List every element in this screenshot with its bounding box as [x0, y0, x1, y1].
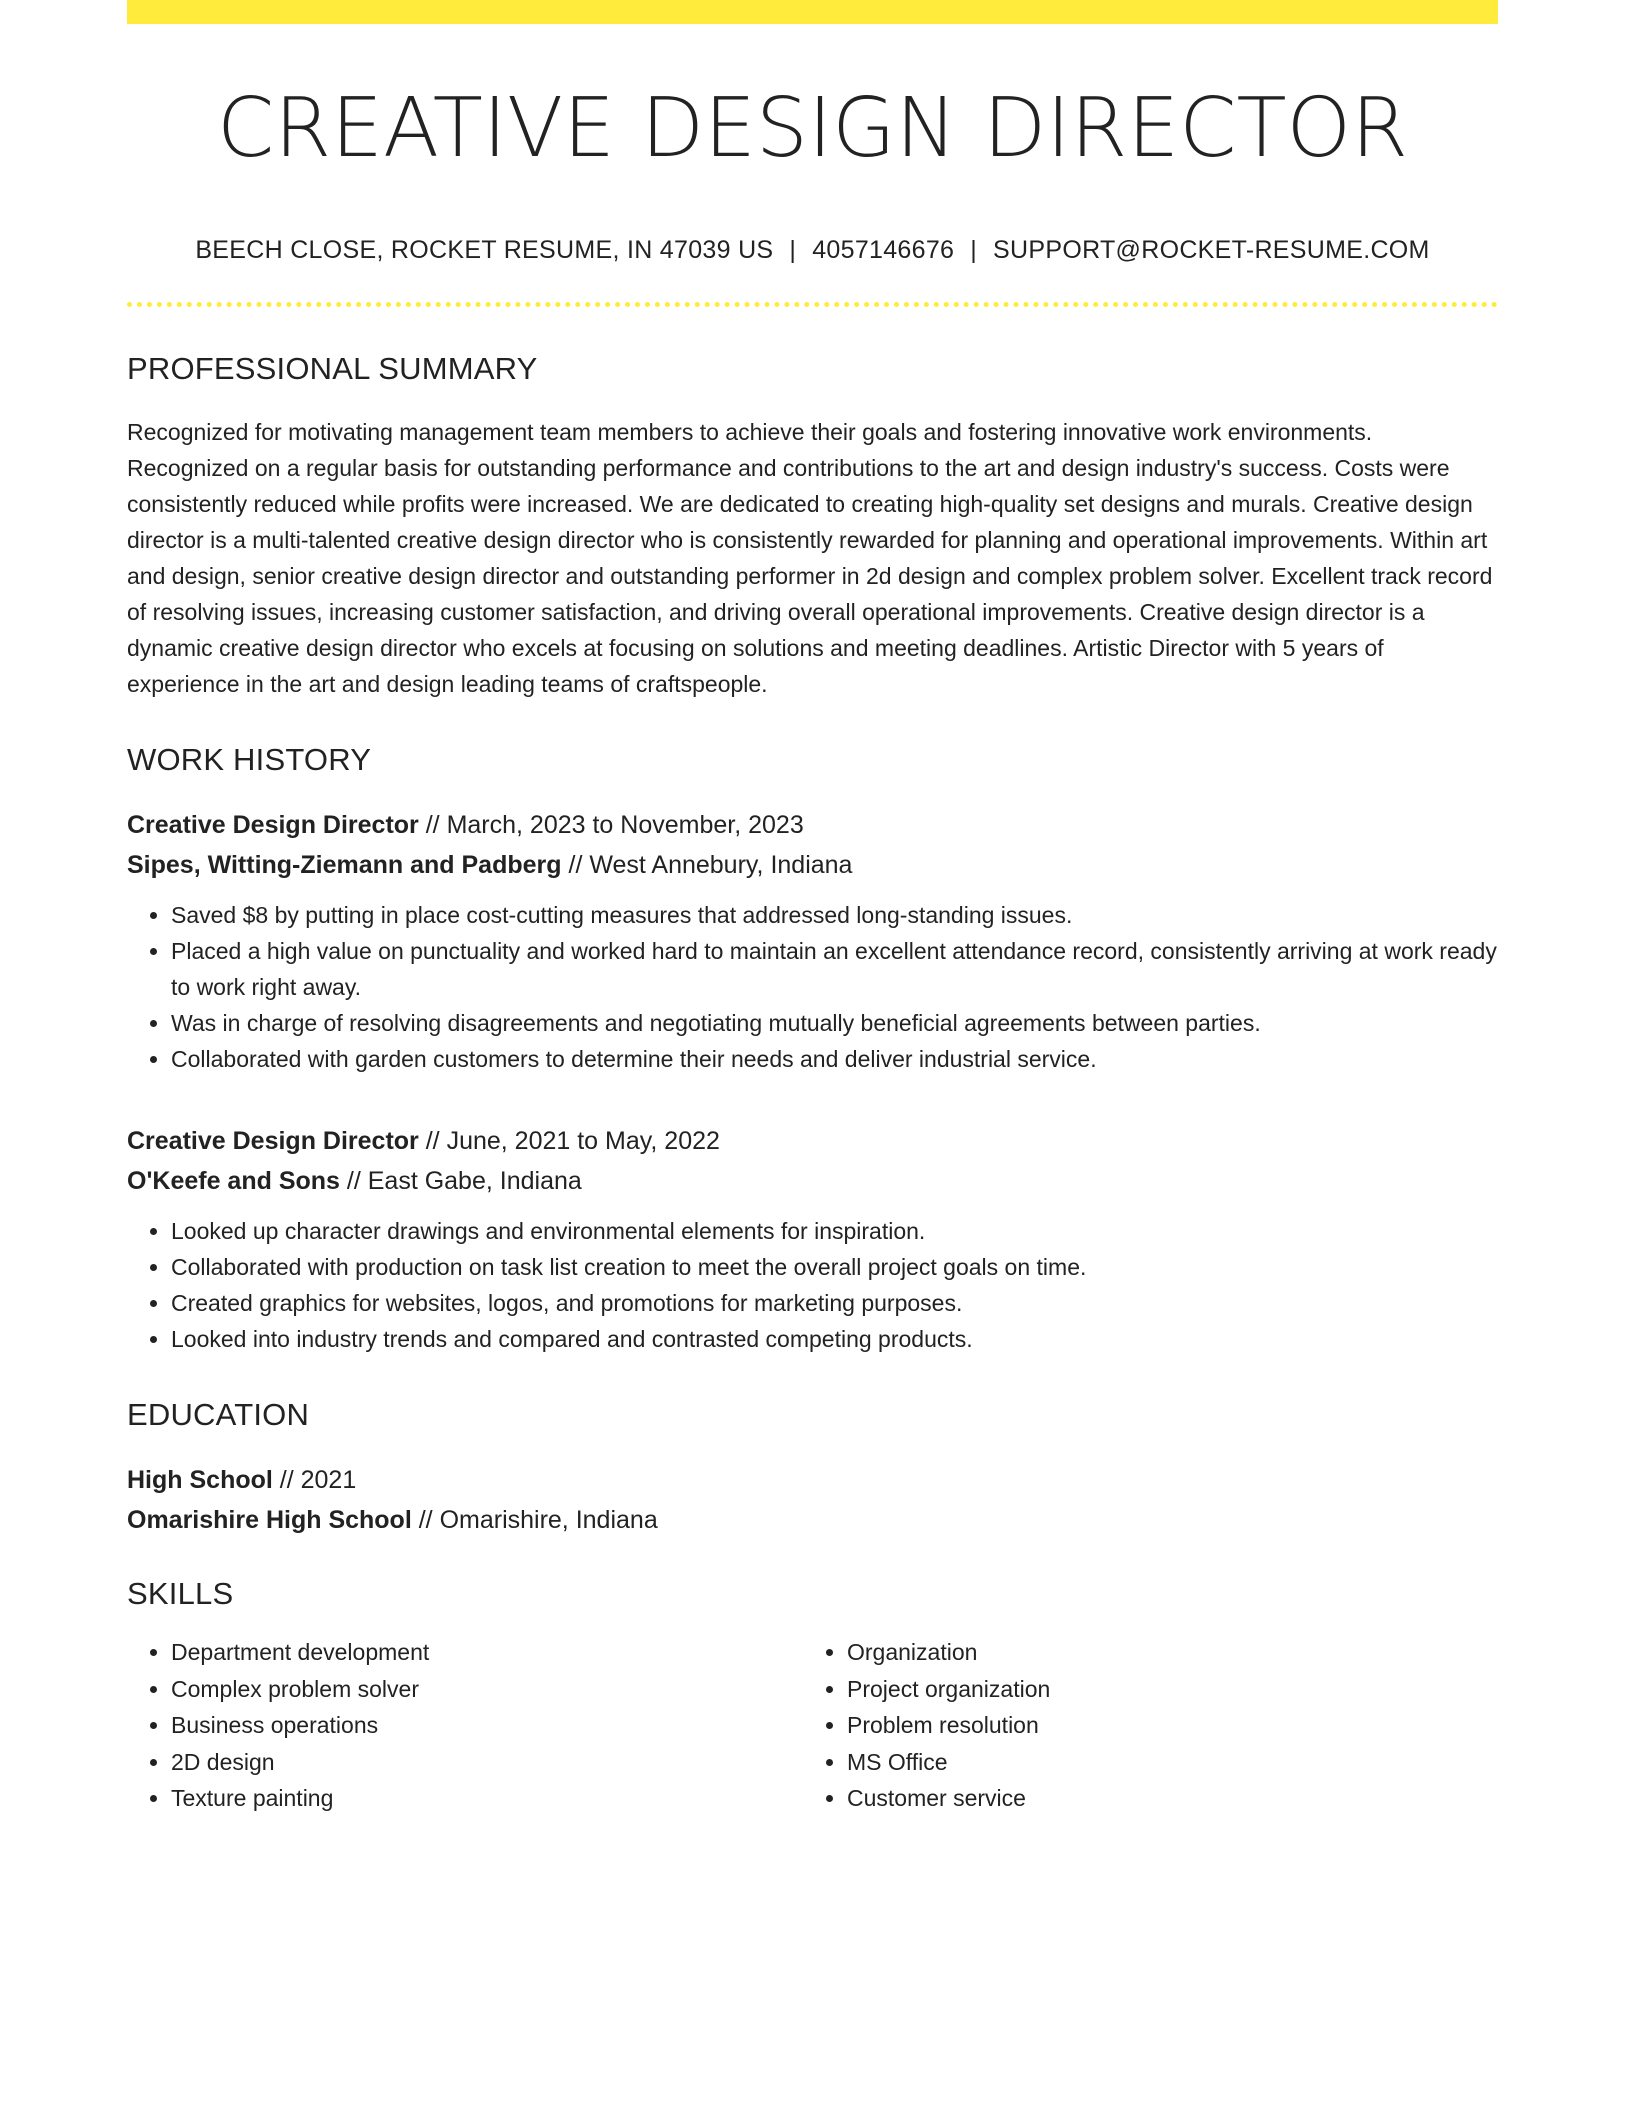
- skill-item: • Organization: [847, 1634, 1479, 1671]
- contact-separator: |: [789, 236, 797, 265]
- education-location: // Omarishire, Indiana: [411, 1506, 658, 1535]
- resume-page: [127, 0, 1498, 1817]
- skill-item: • Complex problem solver: [171, 1671, 803, 1708]
- job-title-line: [127, 805, 1498, 845]
- education-school: Omarishire High School: [127, 1506, 412, 1535]
- job-bullets: [127, 897, 1498, 1077]
- candidate-name: CREATIVE DESIGN DIRECTOR: [216, 81, 1409, 176]
- job-bullet: • Looked up character drawings and environmental elements for inspiration.: [171, 1213, 1498, 1249]
- skills-column-right: [803, 1634, 1479, 1817]
- skill-item: • Department development: [171, 1634, 803, 1671]
- job-bullet: • Collaborated with garden customers to determine their needs and deliver industrial service.: [171, 1041, 1498, 1077]
- education-degree: High School: [127, 1466, 273, 1495]
- job-title-line: [127, 1121, 1498, 1161]
- contact-line: [127, 236, 1498, 265]
- education-heading: EDUCATION: [127, 1397, 310, 1433]
- summary-text: Recognized for motivating management team members to achieve their goals and fostering innovative work environments. Recognized on a regular basis for outstanding performance and contributions to the art and design industry's success. Costs were consistently reduced while profits were increased. We are dedicated to creating high-quality set designs and murals. Creative design director is a multi-talented creative design director who is consistently rewarded for planning and operational improvements. Within art and design, senior creative design director and outstanding performer in 2d design and complex problem solver. Excellent track record of resolving issues, increasing customer satisfaction, and driving overall operational improvements. Creative design director is a dynamic creative design director who excels at focusing on solutions and meeting deadlines. Artistic Director with 5 years of experience in the art and design leading teams of craftspeople.: [127, 419, 1493, 698]
- job-location: // East Gabe, Indiana: [339, 1167, 582, 1196]
- top-accent-bar: [127, 0, 1498, 24]
- contact-phone: 4057146676: [812, 236, 955, 265]
- contact-address: BEECH CLOSE, ROCKET RESUME, IN 47039 US: [195, 236, 774, 265]
- education-school-line: [127, 1500, 1498, 1540]
- job-bullet: • Saved $8 by putting in place cost-cutting measures that addressed long-standing issues.: [171, 897, 1498, 933]
- job-company-line: [127, 1161, 1498, 1201]
- job-position: Creative Design Director: [127, 811, 419, 840]
- job-company: Sipes, Witting-Ziemann and Padberg: [127, 851, 562, 880]
- job-bullet: • Looked into industry trends and compared and contrasted competing products.: [171, 1321, 1498, 1357]
- job-company: O'Keefe and Sons: [127, 1167, 340, 1196]
- job-bullets: [127, 1213, 1498, 1357]
- education-degree-line: [127, 1460, 1498, 1500]
- job-entry: [127, 805, 1498, 1077]
- skills-grid: [127, 1634, 1498, 1817]
- skill-item: • Project organization: [847, 1671, 1479, 1708]
- skill-item: • Texture painting: [171, 1780, 803, 1817]
- work-history-heading: WORK HISTORY: [127, 742, 372, 778]
- skills-column-left: [127, 1634, 803, 1817]
- job-bullet: • Collaborated with production on task list creation to meet the overall project goals on time.: [171, 1249, 1498, 1285]
- skill-item: • Business operations: [171, 1707, 803, 1744]
- education-year: // 2021: [272, 1466, 357, 1495]
- summary-heading: PROFESSIONAL SUMMARY: [127, 351, 538, 387]
- job-bullet: • Created graphics for websites, logos, and promotions for marketing purposes.: [171, 1285, 1498, 1321]
- skill-item: • MS Office: [847, 1744, 1479, 1781]
- job-dates: // March, 2023 to November, 2023: [418, 811, 804, 840]
- contact-email: SUPPORT@ROCKET-RESUME.COM: [993, 236, 1430, 265]
- job-location: // West Annebury, Indiana: [561, 851, 853, 880]
- job-entry: [127, 1121, 1498, 1357]
- skill-item: • Problem resolution: [847, 1707, 1479, 1744]
- education-entry: [127, 1460, 1498, 1540]
- contact-separator: |: [970, 236, 978, 265]
- skill-item: • Customer service: [847, 1780, 1479, 1817]
- skills-heading: SKILLS: [127, 1576, 234, 1612]
- job-dates: // June, 2021 to May, 2022: [418, 1127, 720, 1156]
- job-company-line: [127, 845, 1498, 885]
- skill-item: • 2D design: [171, 1744, 803, 1781]
- job-position: Creative Design Director: [127, 1127, 419, 1156]
- job-bullet: • Was in charge of resolving disagreements and negotiating mutually beneficial agreements between parties.: [171, 1005, 1498, 1041]
- job-bullet: • Placed a high value on punctuality and worked hard to maintain an excellent attendance record, consistently arriving at work ready to work right away.: [171, 933, 1498, 1005]
- header-divider: [127, 302, 1498, 307]
